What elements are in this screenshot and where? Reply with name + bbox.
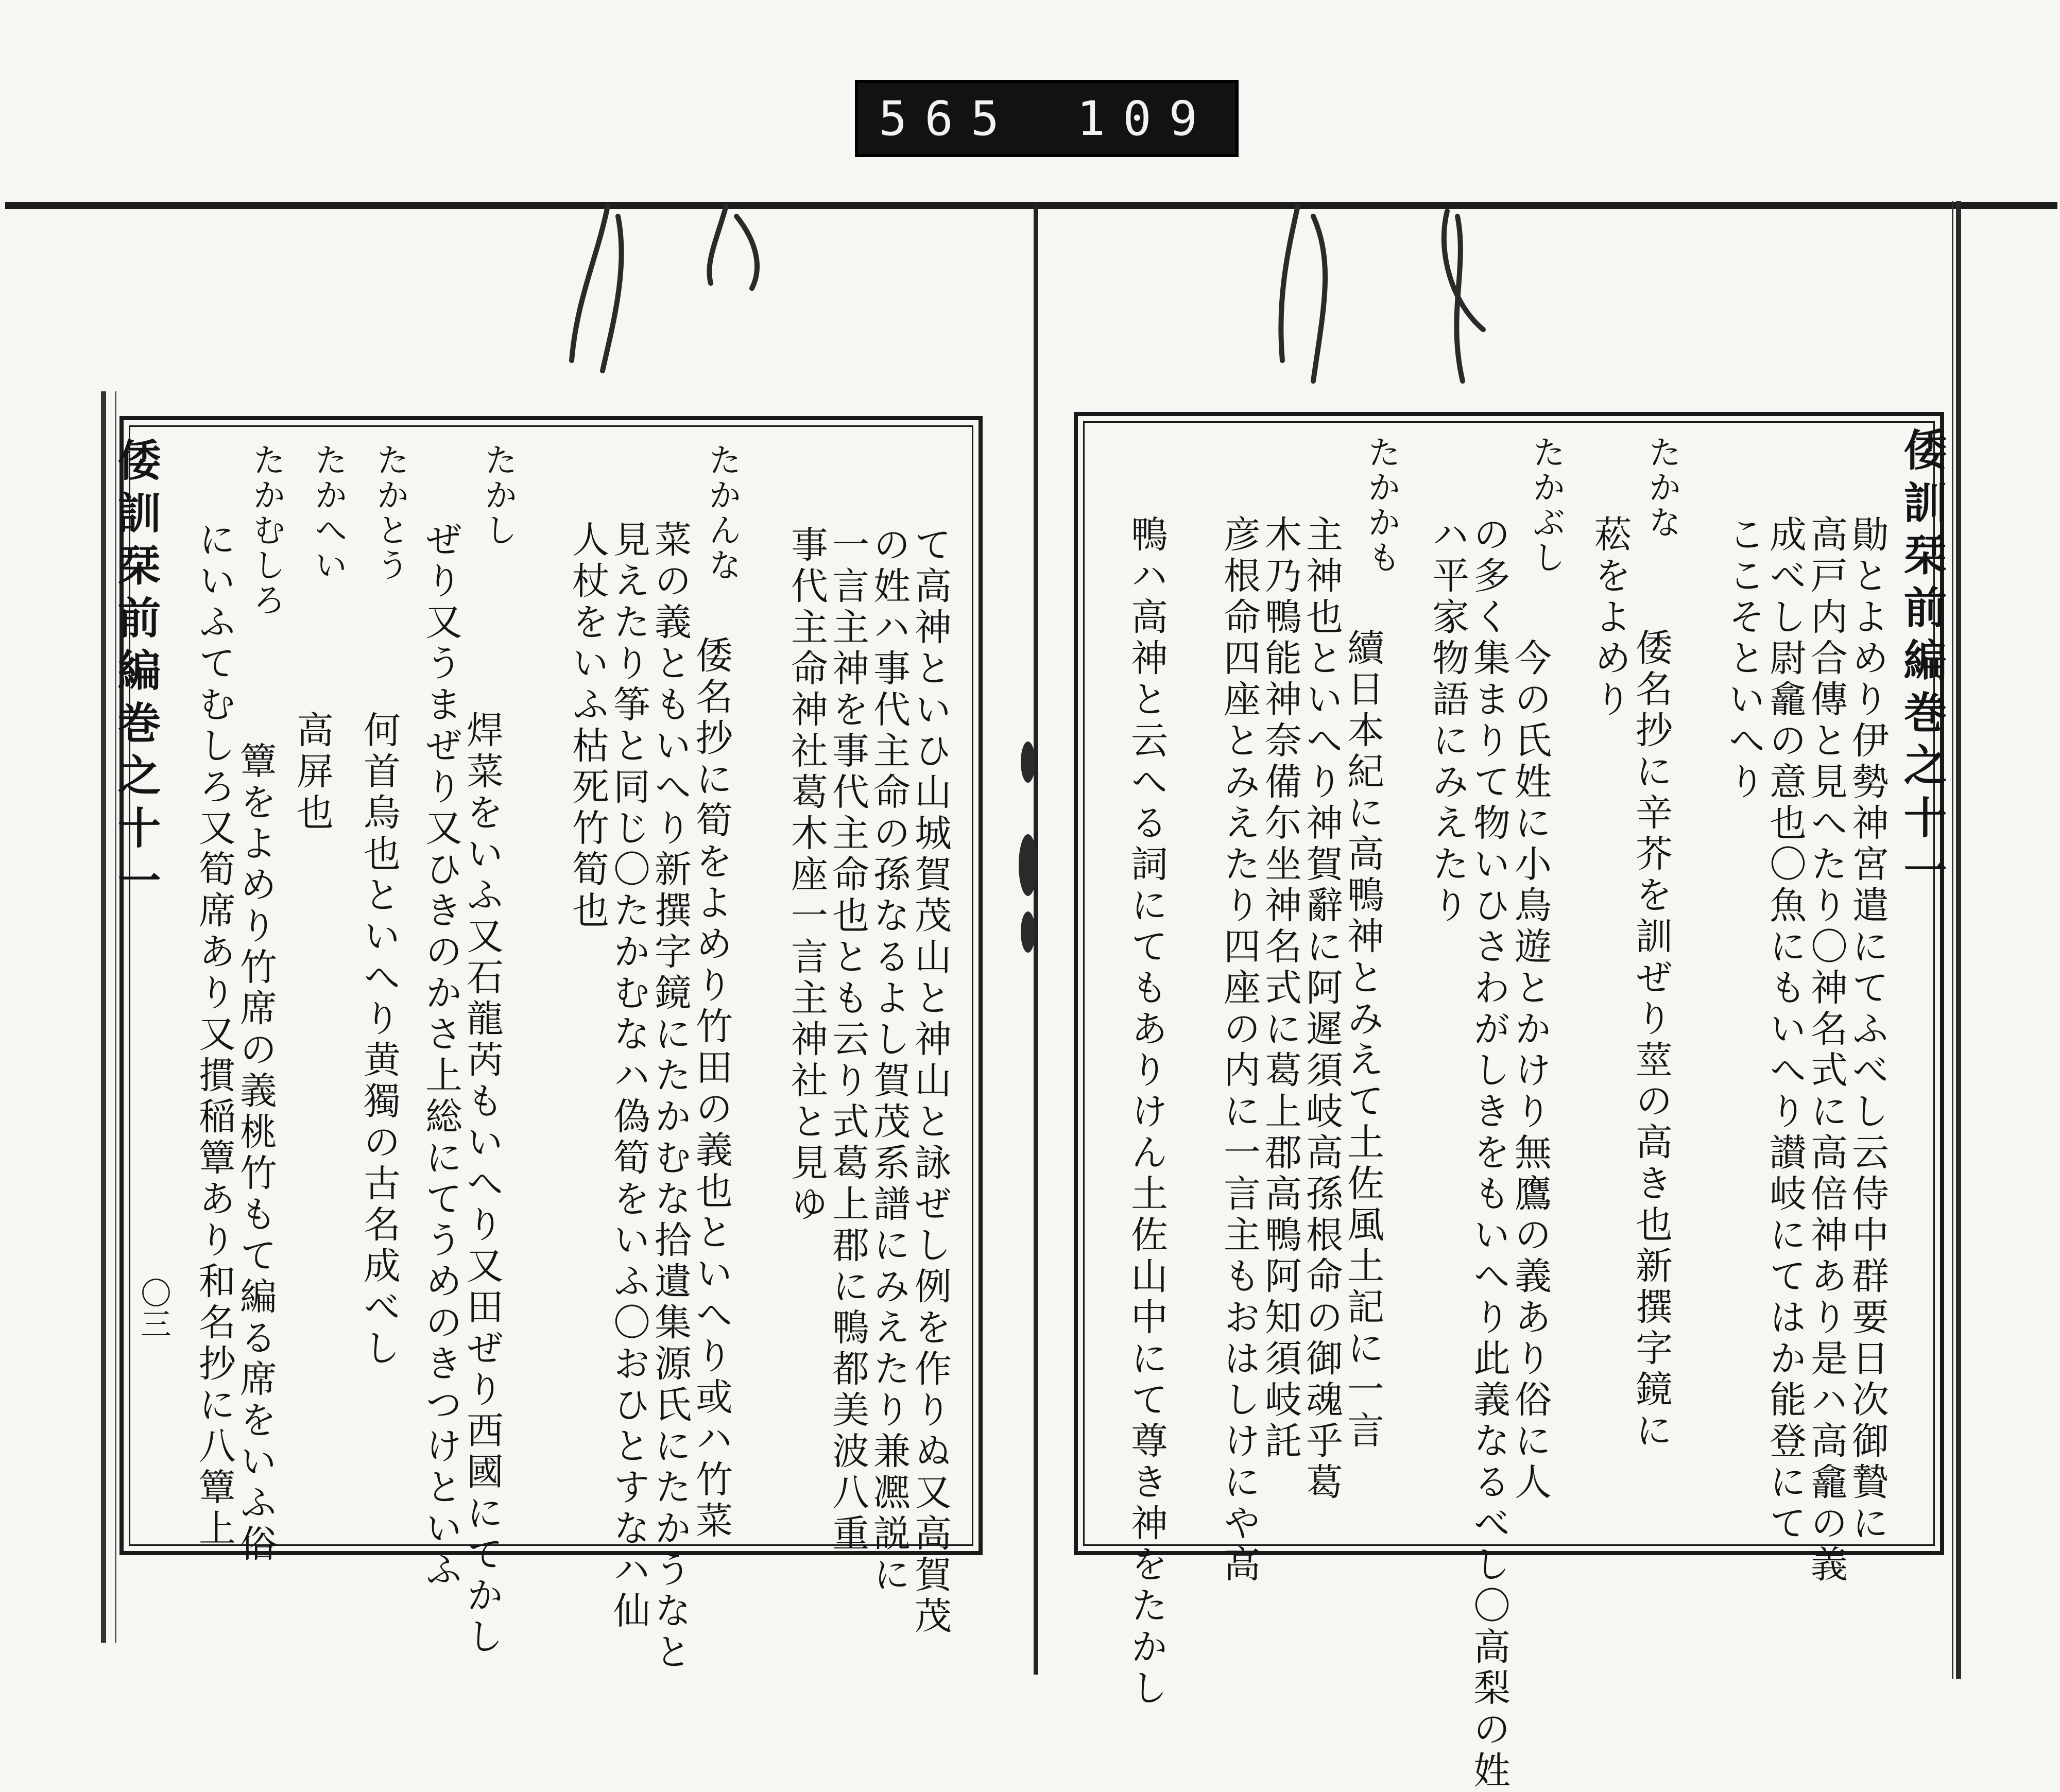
archive-number-label [855,80,1239,157]
archive-number-right: 109 [1076,91,1215,146]
entry-heading: たかぶし [1527,435,1565,575]
text-column: 菜の義ともいへり新撰字鏡にたかむな拾遺集源氏にたかうなと [648,520,692,1674]
text-column: ここそといへり [1722,515,1765,803]
text-column: の姓ハ事代主命の孫なるよし賀茂系譜にみえたり兼凞説に [867,525,911,1596]
text-column: 焊菜をいふ又石龍芮もいへり又田ぜり西國にてかし [460,711,504,1658]
text-column: ぜり又うまぜり又ひきのかさ上総にてうめのきつけといふ [419,520,462,1591]
text-column: 主神也といへり神賀辭に阿遲須岐高孫根命の御魂乎葛 [1300,515,1343,1504]
right-page-edge [1952,201,1961,1679]
text-column: 一言主神を事代主命也とも云り式葛上郡に鴨都美波八重 [826,525,869,1555]
text-column: 木乃鴨能神奈備尓坐神名式に葛上郡高鴨阿知須岐託 [1259,515,1302,1462]
text-column: 高戸内合傳と見へたり〇神名式に高倍神あり是ハ高龕の義 [1805,515,1848,1586]
text-column: ハ平家物語にみえたり [1426,515,1469,927]
text-column: 菘をよめり [1588,515,1632,721]
text-column: の多く集まりて物いひさわがしきをもいへり此義なるべし〇高梨の姓 [1467,515,1510,1792]
text-column: 彦根命四座とみえたり四座の内に一言主もおはしけにや高 [1217,515,1261,1586]
left-page-title: 倭訓栞前編巻之十一 [111,438,162,910]
text-column: 鴨ハ高神と云へる詞にてもありけん土佐山中にて尊き神をたかし [1125,515,1168,1710]
text-column: 高屏也 [290,711,334,834]
entry-heading: たかかも [1362,435,1400,575]
text-column: 今の氏姓に小鳥遊とかけり無鷹の義あり俗に人 [1508,639,1552,1504]
text-column: 續日本紀に高鴨神とみえて土佐風土記に一言 [1341,628,1384,1452]
entry-heading: たかむしろ [247,443,285,618]
text-column: 見えたり筝と同じ〇たかむなハ偽筍をいふ〇おひとすなハ仙 [607,520,650,1632]
text-column: 人杖をいふ枯死竹筍也 [566,520,609,932]
archive-number-left: 565 [879,91,1017,146]
text-column: 簟をよめり竹席の義桃竹もて編る席をいふ俗 [234,742,277,1565]
text-column: 勛とよめり伊勢神宮遣にてふべし云侍中群要日次御贄に [1846,515,1889,1545]
entry-heading: たかし [479,443,517,548]
entry-heading: たかんな [703,443,741,583]
entry-heading: たかとう [371,443,409,583]
entry-heading: たかへい [309,443,347,583]
text-column: 事代主命神社葛木座一言主神社と見ゆ [785,525,828,1226]
entry-heading: たかな [1643,435,1681,540]
text-column: て高神といひ山城賀茂山と神山と詠ぜし例を作りぬ又高賀茂 [908,525,952,1638]
text-column: にいふてむしろ又筍席あり又摜稲簟あり和名抄に八簟上 [193,520,236,1550]
right-page-title: 倭訓栞前編巻之十一 [1897,427,1948,900]
text-column: 倭名抄に辛芥を訓ぜり莖の高き也新撰字鏡に [1629,628,1673,1452]
left-page-folio: 〇三 [135,1277,171,1339]
text-column: 何首烏也といへり黄獨の古名成べし [357,711,401,1370]
text-column: 倭名抄に筍をよめり竹田の義也といへり或ハ竹菜 [690,636,733,1542]
text-column: 成べし尉龕の意也〇魚にもいへり讃岐にてはか能登にて [1763,515,1807,1545]
